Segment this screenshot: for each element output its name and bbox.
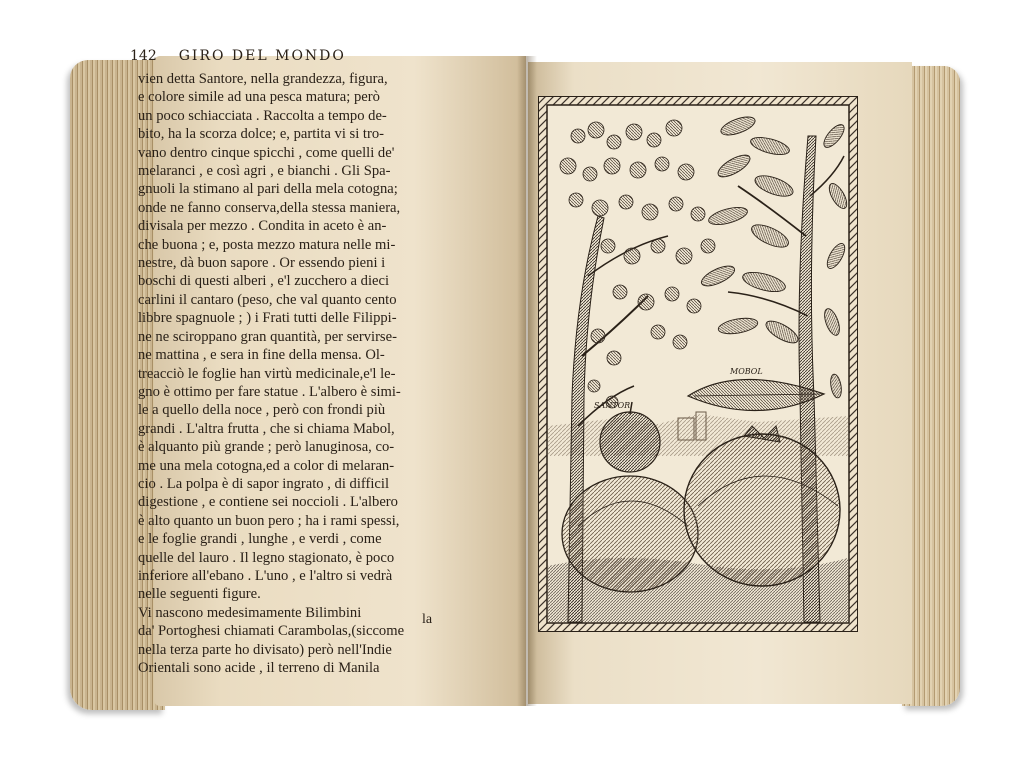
text-line: e le foglie grandi , lunghe , e verdi , come — [138, 531, 382, 548]
page-number: 142 — [130, 48, 157, 64]
text-line: Orientali sono acide , il terreno di Manila — [138, 660, 380, 676]
body-text — [138, 70, 450, 677]
text-line: vano dentro cinque spicchi , come quelli de' — [138, 144, 395, 161]
text-line: gnuoli la stimano al pari della mela cotogna; — [138, 181, 398, 198]
text-line: grandi . L'altra frutta , che si chiama Mabol, — [138, 420, 395, 437]
text-line: ne ne sciroppano gran quantità, per servirse- — [138, 328, 397, 345]
text-line: le a quello della noce , però con frondi più — [138, 402, 386, 419]
text-line: boschi di questi alberi , e'l zucchero a dieci — [138, 273, 390, 290]
label-santor: SANTOR — [594, 401, 631, 410]
text-line: inferiore all'ebano . L'uno , e l'altro si vedrà — [138, 567, 393, 584]
text-line: è alquanto più grande ; però lanuginosa, co- — [138, 439, 395, 456]
text-line: digestione , e contiene sei noccioli . L'albero — [138, 494, 398, 511]
engraving-plate — [538, 96, 858, 632]
text-line: onde ne fanno conserva,della stessa maniera, — [138, 199, 401, 216]
text-line: libbre spagnuole ; ) i Frati tutti delle Filippi- — [138, 310, 397, 327]
catchword: la — [422, 612, 433, 627]
book-gutter — [517, 56, 537, 706]
text-line: vien detta Santore, nella grandezza, figura, — [138, 71, 388, 87]
text-line: treacciò le foglie han virtù medicinale,e'l le- — [138, 365, 396, 382]
text-line: nestre, dà buon sapore . Or essendo pieni i — [138, 255, 386, 272]
text-line: carlini il cantaro (peso, che val quanto cento — [138, 291, 397, 308]
label-mobol: MOBOL — [730, 367, 763, 376]
running-header — [130, 48, 450, 64]
text-line: un poco schiacciata . Raccolta a tempo de- — [138, 107, 387, 124]
text-line: me una mela cotogna,ed a color di melaran- — [138, 457, 395, 474]
text-line: è alto quanto un buon pero ; ha i rami spessi, — [138, 512, 400, 529]
text-line: e colore simile ad una pesca matura; però — [138, 89, 380, 106]
text-line: ne mattina , e sera in fine della mensa. Ol- — [138, 347, 385, 364]
text-line: Vi nascono medesimamente Bilimbini — [138, 604, 362, 621]
text-line: melaranci , e così agri , e bianchi . Gli Spa- — [138, 163, 391, 180]
text-line: cio . La polpa è di sapor ingrato , di difficil — [138, 475, 390, 492]
text-line: nelle seguenti figure. — [138, 586, 261, 603]
text-line: gno è ottimo per fare statue . L'albero è simi- — [138, 383, 401, 400]
text-line: da' Portoghesi chiamati Carambolas,(siccome — [138, 623, 405, 640]
running-title: GIRO DEL MONDO — [178, 48, 346, 64]
engraving-illustration — [538, 96, 858, 632]
text-line: che buona ; e, posta mezzo matura nelle mi- — [138, 236, 396, 253]
text-line: quelle del lauro . Il legno stagionato, è poco — [138, 549, 395, 566]
text-line: divisala per mezzo . Condita in aceto è an- — [138, 218, 387, 235]
text-line: bito, ha la scorza dolce; e, partita vi si tro- — [138, 126, 384, 143]
text-line: nella terza parte ho divisato) però nell'Indie — [138, 641, 392, 658]
